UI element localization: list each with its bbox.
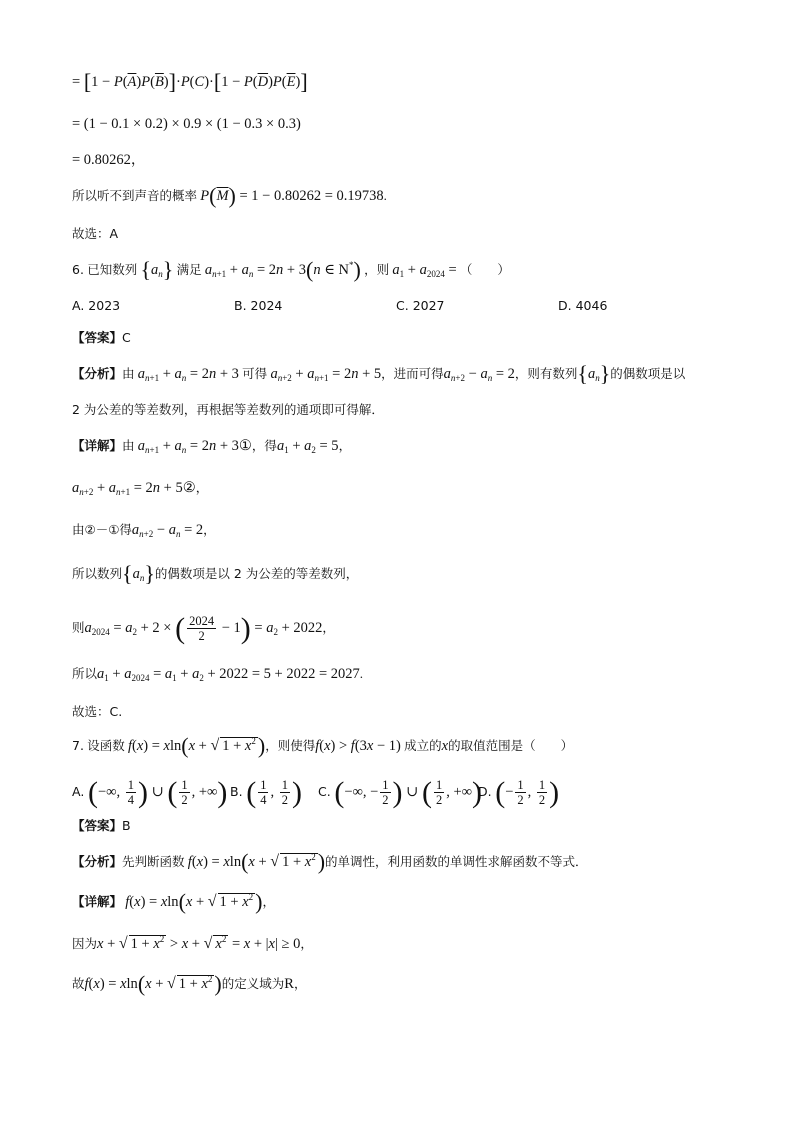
q6-detail-6: 所以$a_1 + a_{2024} = a_1 + a_2 + 2022 = 5 + 2022 = 2027$. bbox=[72, 666, 364, 683]
q6-option-c: C. 2027 bbox=[396, 298, 445, 313]
q6-analysis: 【分析】由 $a_{n+1} + a_n = 2n + 3$ 可得 $a_{n+2} + a_{n+1} = 2n + 5$，进而可得$a_{n+2} - a_n = 2$，则有数列$\{a_n\}$的偶数项是以 bbox=[72, 361, 686, 386]
q6-detail-1: 【详解】由 $a_{n+1} + a_n = 2n$ + 3①，得$a_1 + a_2 = 5$， bbox=[72, 438, 352, 455]
q7-option-a: A. (−∞, $\frac{1}{4}$ ) ∪ ( $\frac{1}{2}$ , +∞) bbox=[72, 776, 228, 809]
q6-stem-b: 满足 bbox=[176, 262, 202, 277]
q7-option-d: D. (− $\frac{1}{2}$ , $\frac{1}{2}$ ) bbox=[478, 776, 560, 809]
q6-stem-c: ，则 bbox=[364, 262, 390, 277]
conclusion-text: 所以听不到声音的概率 bbox=[72, 188, 198, 203]
q7-detail-3: 故f(x) = xln(x + √ $1 + x^2$)的定义域为R， bbox=[72, 971, 307, 996]
q7-number: 7. bbox=[72, 738, 84, 753]
q7-answer: 【答案】B bbox=[72, 818, 131, 833]
solution-choice: 故选：A bbox=[72, 226, 119, 241]
q6-stem-a: 已知数列 bbox=[87, 262, 138, 277]
q6-detail-2: $a_{n+2} + a_{n+1} = 2n$ + 5②， bbox=[72, 480, 209, 497]
q6-detail-4: 所以数列$\{a_n\}$的偶数项是以 2 为公差的等差数列， bbox=[72, 561, 359, 586]
solution-conclusion: 所以听不到声音的概率 $P(\overline{M}) = 1 - 0.80262 = 0.19738$. bbox=[72, 183, 387, 208]
q6-analysis-cont: 2 为公差的等差数列，再根据等差数列的通项即可得解． bbox=[72, 402, 384, 417]
q6-option-a: A. 2023 bbox=[72, 298, 121, 313]
q6-option-d: D. 4046 bbox=[558, 298, 608, 313]
q6-number: 6. bbox=[72, 262, 84, 277]
q6-choice: 故选：C. bbox=[72, 704, 123, 719]
solution-line-3: = 0.80262， bbox=[72, 152, 146, 168]
question-6-stem: 6. 已知数列 $\{a_n\}$ 满足 $a_{n+1} + a_n = 2n + 3(n$ ∈ N*) ，则 $a_1 + a_{2024}$ = （ ） bbox=[72, 257, 510, 282]
q6-detail-3: 由②－①得$a_{n+2} - a_n = 2$， bbox=[72, 522, 216, 539]
solution-line-2: = (1 − 0.1 × 0.2) × 0.9 × (1 − 0.3 × 0.3) bbox=[72, 116, 301, 132]
q7-option-b: B. ( $\frac{1}{4}$ , $\frac{1}{2}$ ) bbox=[230, 776, 302, 809]
q6-answer: 【答案】C bbox=[72, 330, 131, 345]
q6-detail-5: 则$a_{2024} = a_2 + 2$ × ( $\frac{2024}{2}$ − $1) = a_2 + 2022$， bbox=[72, 612, 335, 645]
q6-option-b: B. 2024 bbox=[234, 298, 283, 313]
q7-analysis: 【分析】先判断函数 f(x) = xln(x + √ $1 + x^2$)的单调性，利用函数的单调性求解函数不等式． bbox=[72, 849, 588, 874]
question-7-stem: 7. 设函数 f(x) = xln(x + √ $1 + x^2$)，则使得f(x) > f(3x − 1) 成立的x的取值范围是（ ） bbox=[72, 733, 574, 758]
solution-line-1: = $[1 - P(\overline{A})P(\overline{B})]\cdot P(C)\cdot[1 - P(\overline{D})P(\overline{E})]$ bbox=[72, 69, 308, 94]
q7-option-c: C. (−∞, − $\frac{1}{2}$ ) ∪ ( $\frac{1}{2}$ , +∞) bbox=[318, 776, 482, 809]
q7-detail-1: 【详解】 f(x) = xln(x + √ $1 + x^2$)， bbox=[72, 889, 276, 914]
q6-stem-d: （ ） bbox=[459, 262, 510, 277]
q7-detail-2: 因为x + √ $1 + x^2 > x$ + √ $x^2 = x + |x| \ge 0$， bbox=[72, 934, 313, 952]
